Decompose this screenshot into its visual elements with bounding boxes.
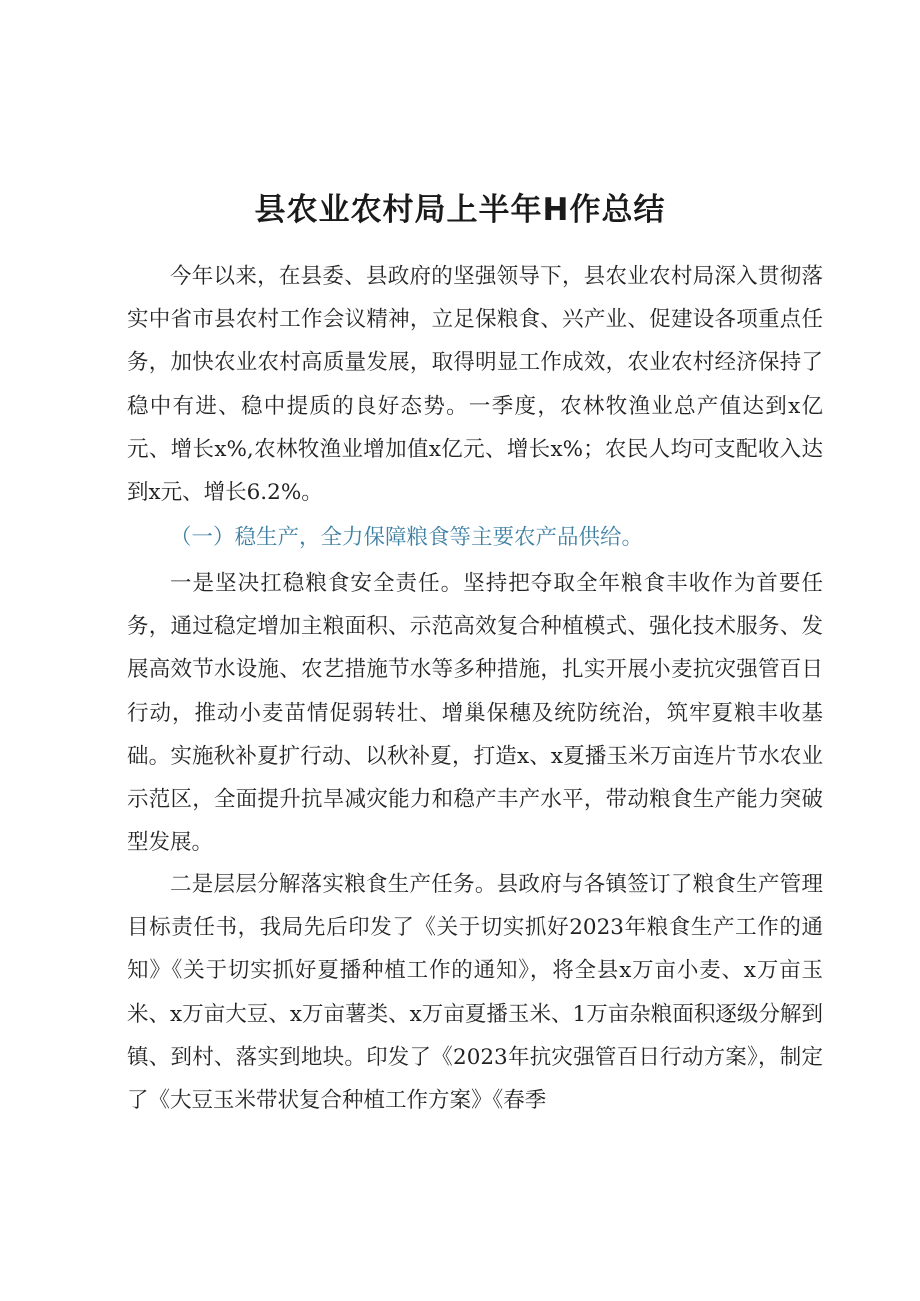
section-heading: （一）稳生产，全力保障粮食等主要农产品供给。	[170, 525, 644, 550]
body-paragraph: 二是层层分解落实粮食生产任务。县政府与各镇签订了粮食生产管理目标责任书，我局先后印发了《关于切实抓好2023年粮食生产工作的通知》《关于切实抓好夏播种植工作的通知》，将全县x万亩小麦、x万亩玉米、x万亩大豆、x万亩薯类、x万亩夏播玉米、1万亩杂粮面积逐级分解到镇、到村、落实到地块。印发了《2023年抗灾强管百日行动方案》，制定了《大豆玉米带状复合种植工作方案》《春季	[127, 872, 823, 1114]
intro-paragraph: 今年以来，在县委、县政府的坚强领导下，县农业农村局深入贯彻落实中省市县农村工作会议精神，立足保粮食、兴产业、促建设各项重点任务，加快农业农村高质量发展，取得明显工作成效，农业农村经济保持了稳中有进、稳中提质的良好态势。一季度，农林牧渔业总产值达到x亿元、增长x%,农林牧渔业增加值x亿元、增长x%；农民人均可支配收入达到x元、增长6.2%。	[127, 264, 823, 506]
body-paragraph: 一是坚决扛稳粮食安全责任。坚持把夺取全年粮食丰收作为首要任务，通过稳定增加主粮面积、示范高效复合种植模式、强化技术服务、发展高效节水设施、农艺措施节水等多种措施，扎实开展小麦抗灾强管百日行动，推动小麦苗情促弱转壮、增巢保穗及统防统治，筑牢夏粮丰收基础。实施秋补夏扩行动、以秋补夏，打造x、x夏播玉米万亩连片节水农业示范区，全面提升抗旱减灾能力和稳产丰产水平，带动粮食生产能力突破型发展。	[127, 571, 823, 856]
document-title: 县农业农村局上半年H作总结	[254, 192, 666, 228]
